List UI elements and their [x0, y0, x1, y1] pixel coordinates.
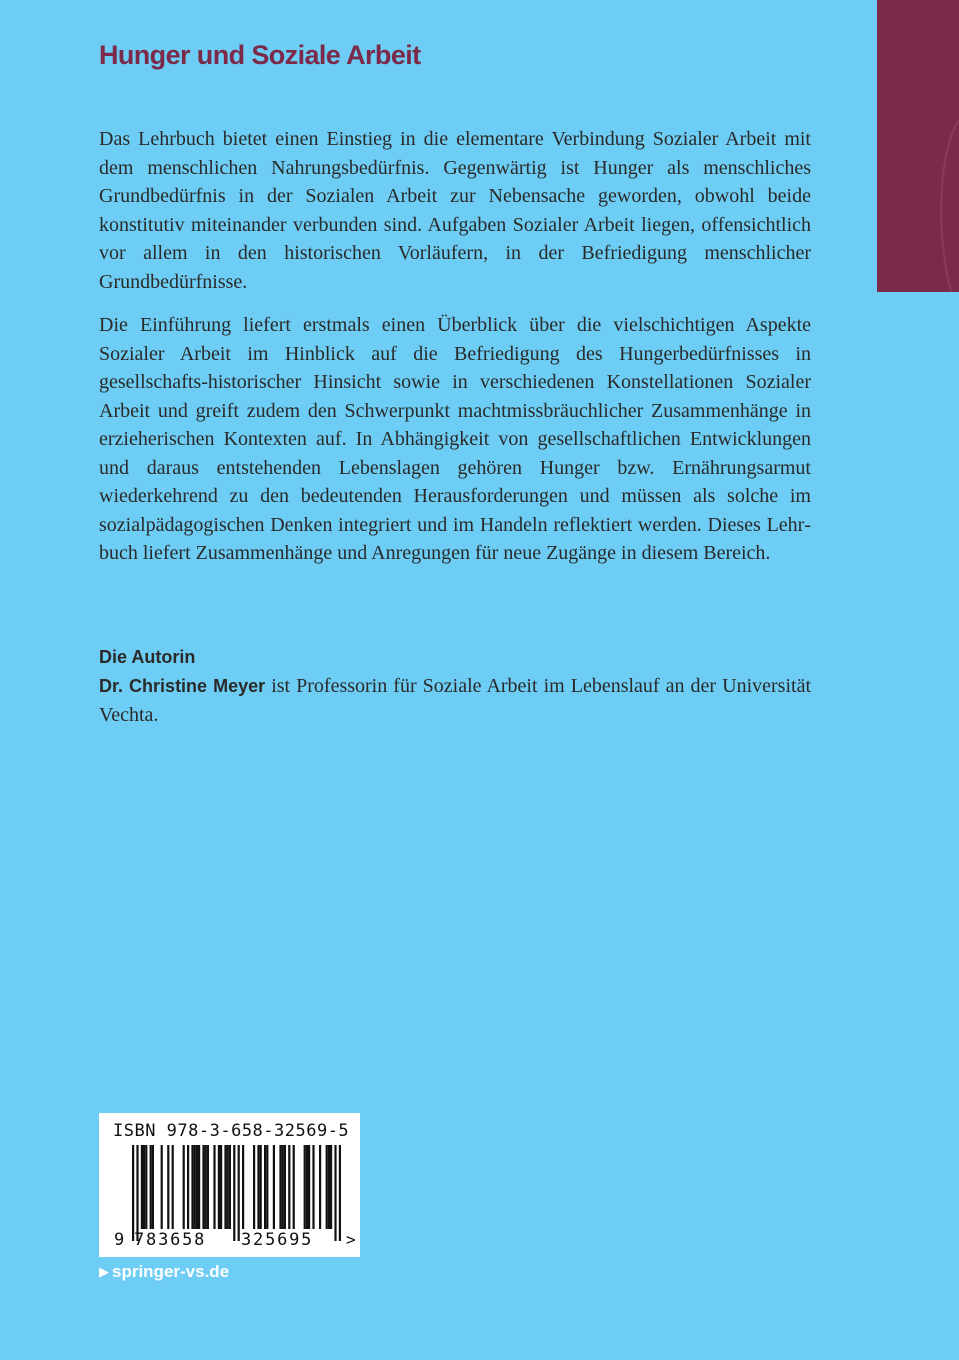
barcode-bar: [229, 1145, 231, 1229]
barcode-bar: [264, 1145, 266, 1229]
barcode-bar: [141, 1145, 143, 1229]
barcode-bar: [150, 1145, 152, 1229]
barcode-bar: [132, 1145, 134, 1241]
ean-right-digits: 325695: [241, 1230, 314, 1250]
author-bio-text: ist Professorin für Soziale Arbeit im Lebenslauf an der Universität Vechta.: [99, 675, 812, 726]
barcode-box: [99, 1113, 360, 1257]
publisher-link[interactable]: [99, 1262, 229, 1282]
barcode-bar: [242, 1145, 244, 1229]
barcode-bar: [266, 1145, 268, 1229]
barcode-bar: [167, 1145, 169, 1229]
barcode-bar: [213, 1145, 215, 1229]
play-arrow-icon: ▶: [99, 1264, 109, 1279]
barcode-bar: [253, 1145, 255, 1229]
barcode-bar: [319, 1145, 321, 1229]
barcode-bar: [260, 1145, 262, 1229]
barcode-bar: [238, 1145, 240, 1241]
barcode-bar: [334, 1145, 336, 1241]
barcode-bar: [279, 1145, 281, 1229]
publisher-url: springer-vs.de: [112, 1262, 230, 1281]
barcode-bar: [233, 1145, 235, 1241]
barcode-bar: [224, 1145, 226, 1229]
barcode-bar: [196, 1145, 198, 1229]
barcode-bar: [330, 1145, 332, 1229]
barcode-bar: [282, 1145, 284, 1229]
barcode-bar: [207, 1145, 209, 1229]
barcode-bar: [136, 1145, 138, 1241]
barcode-bar: [273, 1145, 275, 1229]
barcode-bar: [194, 1145, 196, 1229]
barcode-bar: [218, 1145, 220, 1229]
barcode-bar: [191, 1145, 193, 1229]
barcode-bar: [308, 1145, 310, 1229]
barcode-bar: [339, 1145, 341, 1241]
barcode-bar: [202, 1145, 204, 1229]
barcode-bar: [172, 1145, 174, 1229]
isbn-label: ISBN 978-3-658-32569-5: [113, 1121, 350, 1141]
barcode-bar: [288, 1145, 290, 1229]
barcode-bar: [304, 1145, 306, 1229]
ean-left-digits: 783658: [134, 1230, 207, 1250]
barcode-bar: [198, 1145, 200, 1229]
barcode-bar: [187, 1145, 189, 1229]
barcode-bar: [145, 1145, 147, 1229]
book-title: Hunger und Soziale Arbeit: [99, 40, 421, 70]
barcode-bar: [205, 1145, 207, 1229]
barcode-bar: [312, 1145, 314, 1229]
barcode-bar: [143, 1145, 145, 1229]
barcode-bar: [227, 1145, 229, 1229]
author-heading: Die Autorin: [99, 647, 196, 667]
barcode-bar: [284, 1145, 286, 1229]
ean-end-mark: >: [346, 1230, 356, 1249]
barcode-bar: [306, 1145, 308, 1229]
author-name: Dr. Christine Meyer: [99, 676, 266, 696]
barcode-bar: [183, 1145, 185, 1229]
barcode-bar: [257, 1145, 259, 1229]
author-bio: [99, 672, 811, 729]
corner-arc-decoration: [877, 0, 959, 292]
barcode-bar: [328, 1145, 330, 1229]
barcode-bar: [161, 1145, 163, 1229]
barcode-bar: [152, 1145, 154, 1229]
barcode-bar: [220, 1145, 222, 1229]
corner-accent-band: [877, 0, 959, 292]
barcode-bar: [326, 1145, 328, 1229]
description-paragraph-1: Das Lehrbuch bietet einen Einstieg in die elementare Verbindung Sozialer Arbeit mit dem menschlichen Nahrungsbedürfnis. Gegenwärtig ist Hunger als menschliches Grundbedürfnis in der Sozialen Arbeit zur Nebensache geworden, obwohl beide konstitutiv miteinander verbunden sind. Aufgaben Sozialer Arbeit liegen, offensichtlich vor allem in den historischen Vorläufern, in der Befriedigung menschlicher Grundbedürfnisse.: [99, 128, 811, 293]
barcode-bar: [293, 1145, 295, 1229]
description-paragraph-2: Die Einführung liefert erstmals einen Überblick über die vielschichtigen Aspekte Sozialer Arbeit im Hinblick auf die Befriedigung des Hungerbedürfnisses in gesellschafts-historischer Hinsicht sowie in verschiedenen Konstellationen Sozialer Arbeit und greift zudem den Schwerpunkt machtmissbräuchlicher Zusammenhänge in erzieherischen Kontexten auf. In Abhängigkeit von gesellschaftlichen Entwicklungen und daraus entstehenden Lebenslagen gehören Hunger bzw. Ernährungsarmut wiederkehrend zu den bedeutenden Herausforderungen und müssen als solche im sozialpädagogischen Denken integriert und im Handeln reflektiert werden. Dieses Lehrbuch liefert Zusammenhänge und Anregungen für neue Zugänge in diesem Bereich.: [99, 314, 811, 564]
ean-first-digit: 9: [114, 1230, 125, 1250]
